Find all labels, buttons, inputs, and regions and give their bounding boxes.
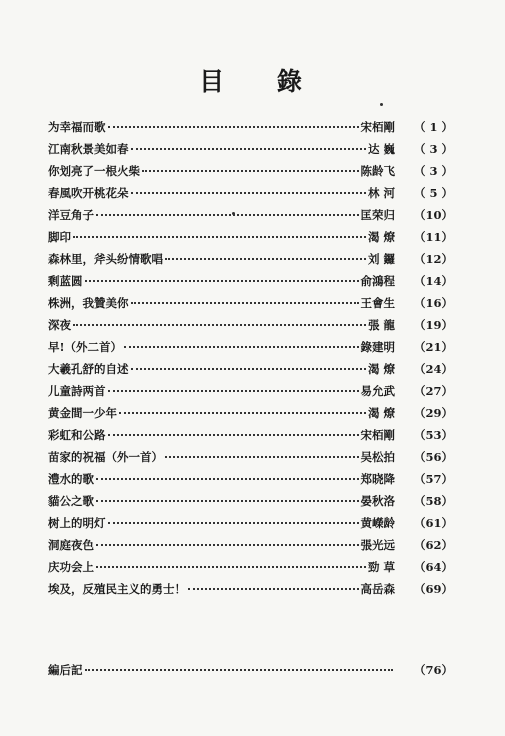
entry-page: （27） [413,384,453,398]
entry-author: 郑晓降 [360,472,395,486]
toc-entry [48,251,453,273]
entry-page: （56） [413,450,453,464]
toc-entry [48,339,453,361]
afterword-entry [48,662,453,684]
dot-leader [131,368,366,370]
toc-entry [48,163,453,185]
dot-leader [142,170,359,172]
entry-author: 高岳森 [360,582,395,596]
entry-page: （57） [413,472,453,486]
entry-page: （29） [413,406,453,420]
toc-entry [48,449,453,471]
entry-title: 貓公之歌 [48,494,94,508]
entry-author: 晏秋洛 [360,494,395,508]
entry-title: 剩蓝圆 [48,274,83,288]
entry-page: （69） [413,582,453,596]
entry-author: 吴松拍 [360,450,395,464]
entry-author: 俞鴻程 [360,274,395,288]
dot-leader [85,669,394,671]
dot-leader [73,324,366,326]
dot-leader [108,126,359,128]
toc-entry [48,207,453,229]
entry-title: 春風吹开桃花朵 [48,186,129,200]
dot-leader [131,148,366,150]
entry-title: 株洲，我贊美你 [48,296,129,310]
entry-page: （21） [413,340,453,354]
entry-author: 渴 燎 [367,406,395,420]
entry-page: （62） [413,538,453,552]
dot-leader [96,500,359,502]
entry-title: 江南秋景美如春 [48,142,129,156]
entry-title: 洋豆角子 [48,208,94,222]
entry-author: 王會生 [360,296,395,310]
entry-page: （19） [413,318,453,332]
entry-title: 洞庭夜色 [48,538,94,552]
page-title: 目 錄 [199,67,324,96]
dot-leader [96,566,366,568]
dot-leader [165,258,366,260]
dot-leader [96,544,359,546]
dot-leader [165,456,359,458]
entry-author: 林 河 [367,186,395,200]
entry-page: （11） [413,230,453,244]
entry-title: 树上的明灯 [48,516,106,530]
entry-title: 埃及，反殖民主义的勇士！ [48,582,186,596]
entry-title: 儿童詩两首 [48,384,106,398]
entry-author: 勁 草 [367,560,395,574]
entry-author: 張 龍 [367,318,395,332]
dot-leader [124,346,358,348]
toc-entry [48,559,453,581]
toc-entry [48,361,453,383]
toc-entry [48,493,453,515]
entry-page: （61） [413,516,453,530]
toc-entry [48,427,453,449]
entry-page: （10） [413,208,453,222]
entry-page: （12） [413,252,453,266]
entry-title: 苗家的祝福（外一首） [48,450,163,464]
entry-author: 宋栢剛 [360,428,395,442]
entry-title: 黄金間一少年 [48,406,117,420]
entry-author: 匡荣归 [360,208,395,222]
toc-entry [48,537,453,559]
entry-title: 庆功会上 [48,560,94,574]
toc-entry [48,383,453,405]
toc-entry [48,185,453,207]
toc-entry [48,295,453,317]
dot-leader [108,390,359,392]
entry-page: （ 5 ） [413,186,453,200]
entry-author: 陈龄飞 [360,164,395,178]
entry-title: 为幸福而歌 [48,120,106,134]
dot-leader [96,478,359,480]
entry-author: 渴 燎 [367,362,395,376]
toc-entry [48,515,453,537]
toc-entry [48,119,453,141]
toc-entry [48,317,453,339]
toc-entry [48,273,453,295]
dot-leader [96,214,359,216]
entry-author: 易允武 [360,384,395,398]
print-speck [380,103,383,106]
entry-author: 張光远 [360,538,395,552]
dot-leader [188,588,359,590]
entry-title: 深夜 [48,318,71,332]
entry-page: （ 1 ） [413,120,453,134]
entry-page: （53） [413,428,453,442]
dot-leader [85,280,359,282]
afterword-page: （76） [413,663,453,677]
entry-title: 彩虹和公路 [48,428,106,442]
entry-title: 大羲孔舒的自述 [48,362,129,376]
dot-leader [108,522,359,524]
entry-title: 澧水的歌 [48,472,94,486]
dot-leader [131,192,366,194]
entry-page: （ 3 ） [413,142,453,156]
entry-title: 早!（外二首） [48,340,123,354]
entry-author: 达 巍 [367,142,395,156]
toc-entry [48,471,453,493]
entry-title: 你划亮了一根火柴 [48,164,140,178]
entry-page: （16） [413,296,453,310]
entry-page: （64） [413,560,453,574]
entry-page: （58） [413,494,453,508]
dot-leader [131,302,359,304]
entry-page: （ 3 ） [413,164,453,178]
entry-author: 刘 鑼 [367,252,395,266]
dot-leader [73,236,366,238]
toc-entry [48,141,453,163]
entry-author: 宋栢剛 [360,120,395,134]
print-speck [232,212,235,215]
toc-list [48,119,453,603]
toc-entry [48,229,453,251]
entry-author: 錄建明 [360,340,395,354]
afterword-title: 編后記 [48,663,83,677]
dot-leader [108,434,359,436]
toc-entry [48,405,453,427]
entry-page: （24） [413,362,453,376]
entry-page: （14） [413,274,453,288]
entry-author: 渴 燎 [367,230,395,244]
entry-title: 森林里，斧头纷情歌唱 [48,252,163,266]
toc-entry [48,581,453,603]
entry-author: 黄嶸龄 [360,516,395,530]
entry-title: 脚印 [48,230,71,244]
dot-leader [119,412,366,414]
